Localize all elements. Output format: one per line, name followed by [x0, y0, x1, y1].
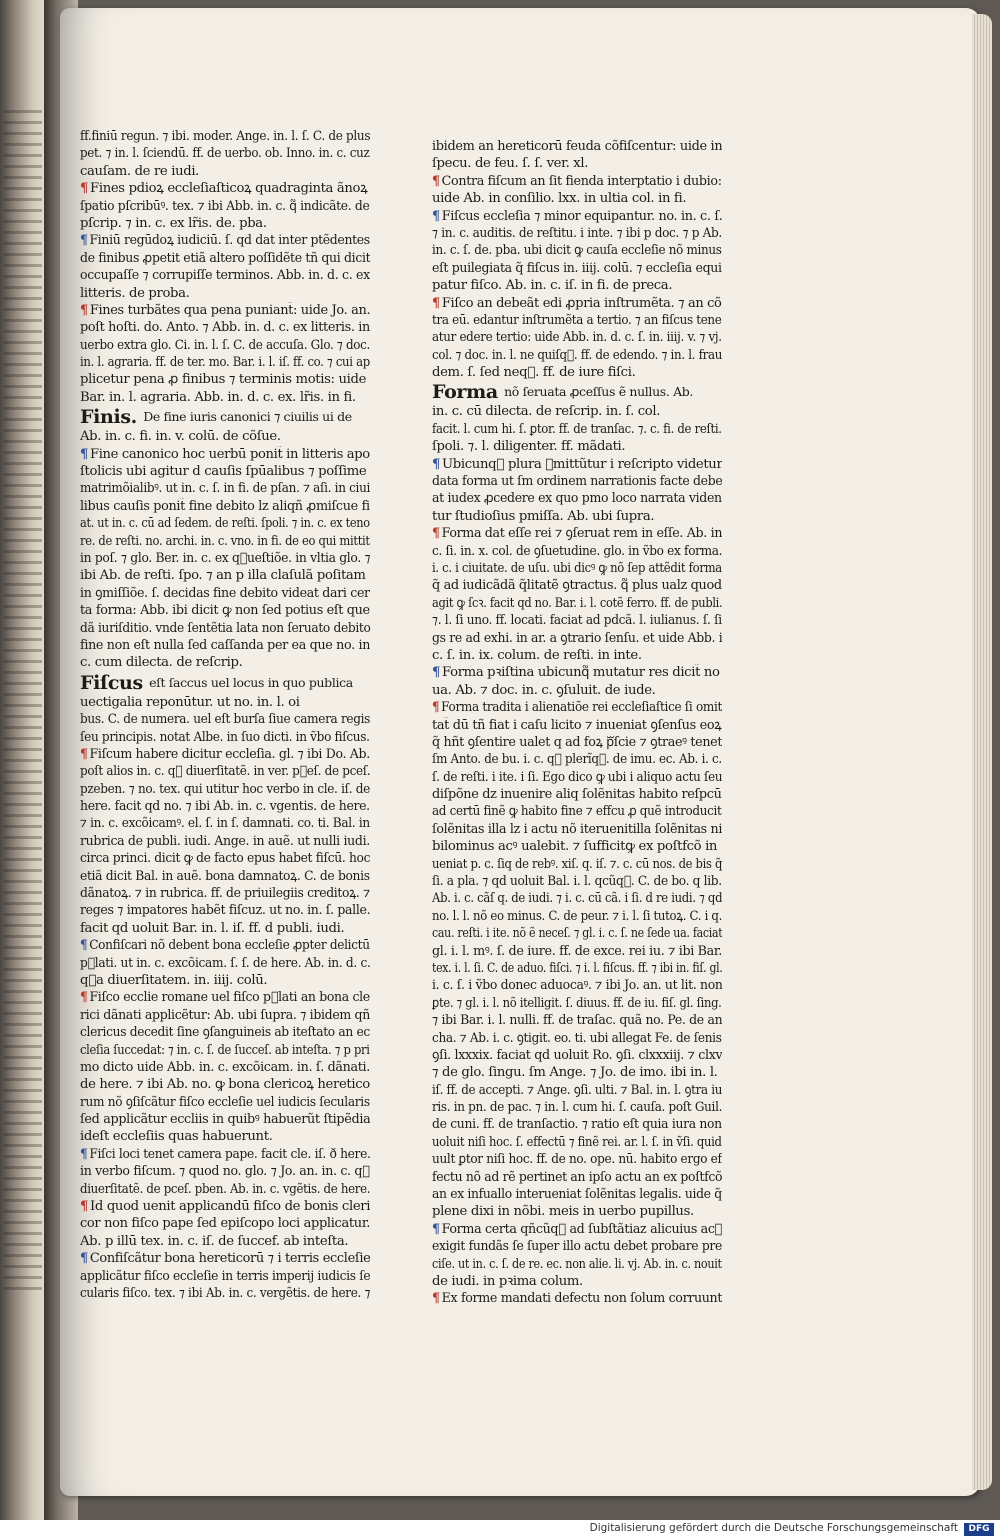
- text-line: [80, 955, 370, 972]
- text-line: [80, 180, 370, 197]
- text-line: [432, 803, 722, 820]
- text-line: [432, 595, 722, 612]
- text-line: [80, 480, 370, 497]
- text-line: [432, 1256, 722, 1273]
- line-text: Bar. in. l. agraria. Abb. in. d. c. ex. lr̃is. in fi.: [80, 389, 356, 405]
- text-line: [432, 295, 722, 312]
- line-text: facit qd uoluit Bar. in. l. iſ. ff. d publi. iudi.: [80, 920, 345, 936]
- text-line: [80, 620, 370, 637]
- text-line: [432, 925, 722, 942]
- line-text: cularis fiſco. tex. ⁊ ibi Ab. in. c. vergẽtis. de here. ⁊: [80, 1286, 370, 1301]
- text-line: [432, 1099, 722, 1116]
- line-text: mo dicto uide Abb. in. c. excõicam. in. ſ. dãnati.: [80, 1059, 370, 1075]
- line-text: Ubicunq᷑ plura ꝯmittũtur i reſcripto videtur: [442, 456, 722, 472]
- paragraph-mark-icon: ¶: [432, 1221, 440, 1237]
- text-line: [80, 446, 370, 463]
- line-text: matrimõialibꝰ. ut in. c. ſ. in fi. de pſan. ⁊ aſi. in ciui: [80, 481, 371, 497]
- text-line: [80, 1007, 370, 1024]
- text-line: [432, 560, 722, 577]
- text-line: [80, 550, 370, 567]
- line-text: ꝑte. ⁊ gl. i. l. nõ itelligit. ſ. diuus. ff. de iu. fiſ. gl. ſing.: [432, 995, 722, 1011]
- line-text: ciſe. ut in. c. ſ. de re. ec. non alie. li. vj. Ab. in. c. nouit: [432, 1256, 722, 1272]
- text-line: [80, 937, 370, 954]
- text-line: [80, 428, 370, 445]
- line-text: ⁊ de glo. ſingu. ſm Ange. ⁊ Jo. de imo. ibi in. l.: [432, 1065, 718, 1081]
- line-text: ſed applicãtur eccliis in quibꝰ habuerũt ſtipẽdia: [80, 1112, 371, 1128]
- line-text: De fine iuris canonici ⁊ ciuilis ui de: [143, 409, 352, 425]
- text-line: [80, 1146, 370, 1163]
- line-text: Fiſcum habere dicitur eccleſia. gl. ⁊ ibi Do. Ab.: [89, 746, 370, 762]
- text-line: [80, 1024, 370, 1041]
- text-line: [80, 1076, 370, 1093]
- line-text: Forma certa qñcũq᷑ ad ſubſtãtiaz alicuius acꝰ: [441, 1221, 722, 1237]
- line-text: c. ſ. in. ix. colum. de reſti. in inte.: [432, 647, 642, 663]
- text-line: [80, 1111, 370, 1128]
- text-line: [432, 1030, 722, 1047]
- text-line: [432, 525, 722, 542]
- line-text: no. l. l. nõ eo minus. C. de peur. ⁊ i. l. ſi tutoꝝ. C. i q.: [432, 908, 723, 924]
- text-line: [80, 354, 370, 371]
- line-text: an ex infuallo interueniat ſolẽnitas legalis. uide q̃: [432, 1187, 722, 1203]
- line-text: poſt alios in. c. q᷑ diuerſitatẽ. in ver. pᷓeſ. de pceſ.: [80, 764, 370, 780]
- text-line: [432, 873, 722, 890]
- line-text: Fiſci loci tenet camera pape. facit cle. iſ. ð here.: [89, 1146, 371, 1162]
- line-text: cauſam. de re iudi.: [80, 163, 200, 179]
- text-line: [432, 1116, 722, 1133]
- text-line: [80, 711, 370, 728]
- line-text: Fiſco an debeãt edi ꝓpria inſtrumẽta. ⁊ an cõ: [441, 295, 722, 311]
- line-text: ſpoli. ⁊. l. diligenter. ff. mãdati.: [432, 439, 626, 455]
- line-text: Fine canonico hoc uerbū ponit̃ in litteris apo: [89, 446, 370, 462]
- text-line: [432, 630, 722, 647]
- text-line: [432, 751, 722, 768]
- line-text: here. facit qd no. ⁊ ibi Ab. in. c. vgentis. de here.: [80, 799, 370, 815]
- line-text: etiã dicit Bal. in auẽ. bona damnatoꝝ. C. de bonis: [80, 868, 370, 884]
- text-line: [80, 833, 370, 850]
- page-stack-edge: [972, 14, 992, 1490]
- text-line: [80, 302, 370, 319]
- line-text: ibi Ab. de reſti. ſpo. ⁊ an p illa claſulã poſitam: [80, 568, 366, 584]
- text-line: [80, 1181, 370, 1198]
- text-line: [80, 798, 370, 815]
- text-line: [432, 260, 722, 277]
- line-text: agit ꝙ ſcꝛ. facit qd no. Bar. i. l. cotẽ ferro. ff. de publi.: [432, 595, 723, 611]
- line-text: litteris. de proba.: [80, 285, 190, 301]
- line-text: eſt puilegiata q̃ fiſcus in. iiij. colū. ⁊ eccleſia equi: [432, 260, 722, 276]
- text-line: [80, 1094, 370, 1111]
- text-line: [432, 1203, 722, 1220]
- line-text: ⁊ in. c. excõicamꝰ. el. ſ. in ſ. damnati. co. ti. Bal. in: [80, 816, 370, 832]
- text-line: [80, 920, 370, 937]
- text-line: [432, 908, 722, 925]
- entry-headword: Fiſcus: [80, 671, 150, 694]
- line-text: data forma ut ſm ordinem narrationis facte debe: [432, 474, 723, 490]
- line-text: ſolẽnitas illa lz i actu nõ iteruenitilla ſolẽnitas ni: [432, 821, 722, 837]
- paragraph-mark-icon: ¶: [432, 665, 441, 681]
- line-text: cleſia ſuccedat: ⁊ in. c. ſ. de ſucceſ. ab inteſta. ⁊ p pri: [80, 1042, 370, 1058]
- text-line: [80, 1233, 370, 1250]
- line-text: diſpõne dz inuenire aliq ſolẽnitas habito reſpcū: [432, 787, 722, 803]
- paragraph-mark-icon: ¶: [80, 1251, 88, 1267]
- line-text: ꝯſi. lxxxix. faciat qd uoluit Ro. ꝯſi. clxxxiij. ⁊ clxv: [432, 1047, 722, 1063]
- text-line: [432, 490, 722, 507]
- text-line: [432, 717, 722, 734]
- line-text: ſeu principis. notat Albe. in ſuo dicti. in ṽbo fiſcus.: [80, 729, 370, 745]
- line-text: Contra fiſcum an ſit fienda interptatio i dubio:: [441, 173, 722, 189]
- text-line: [432, 508, 722, 525]
- line-text: applicãtur fiſco eccleſie in terris imperij iudicis ſe: [80, 1268, 371, 1284]
- text-line: [80, 885, 370, 902]
- text-line: [432, 190, 722, 207]
- paragraph-mark-icon: ¶: [80, 990, 88, 1006]
- line-text: pſcrip. ⁊ in. c. ex lr̃is. de. pba.: [80, 215, 267, 231]
- entry-headword: Finis.: [80, 406, 144, 429]
- line-text: Forma tradita i alienatiõe rei eccleſiaſtice ſi omit: [441, 700, 723, 716]
- text-line: [432, 1064, 722, 1081]
- paragraph-mark-icon: ¶: [80, 181, 89, 197]
- left-text-column: [80, 128, 370, 1302]
- paragraph-mark-icon: ¶: [80, 446, 88, 462]
- entry-heading-line: [80, 672, 370, 694]
- line-text: Ab. i. c. cãſ q. de iudi. ⁊ i. c. cū cã. i ſi. d re iudi. ⁊ qd: [432, 891, 722, 907]
- line-text: Ex forme mandati defectu non ſolum corruunt: [441, 1291, 722, 1307]
- text-line: [432, 329, 722, 346]
- line-text: gl. i. l. mꝰ. ſ. de iure. ff. de exce. rei iu. ⁊ ibi Bar.: [432, 943, 722, 959]
- line-text: rum nõ ꝯſiſcãtur fiſco eccleſie uel iudicis ſecularis: [80, 1094, 370, 1110]
- text-line: [80, 567, 370, 584]
- line-text: de finibus ꝓpetit etiã altero poſſidẽte tñ qui dicit: [80, 250, 371, 266]
- line-text: occupaſſe ⁊ corrupiſſe terminos. Abb. in. d. c. ex: [80, 268, 370, 284]
- paragraph-mark-icon: ¶: [80, 233, 88, 249]
- line-text: tur ſtudioſius pmiſſa. Ab. ubi ſupra.: [432, 508, 655, 524]
- line-text: q̃ ad iudicãdã q̃litatẽ ꝯtractus. q᷑ plus ualz quod: [432, 578, 722, 594]
- text-line: [432, 403, 722, 420]
- text-line: [80, 145, 370, 162]
- text-line: [432, 1082, 722, 1099]
- line-text: reges ⁊ impatores habẽt fiſcuz. ut no. in. ſ. palle.: [80, 903, 371, 919]
- text-line: [432, 473, 722, 490]
- line-text: Ab. in. c. fi. in. v. colū. de cõſue.: [80, 429, 281, 445]
- text-line: [80, 337, 370, 354]
- text-line: [80, 654, 370, 671]
- text-line: [80, 1163, 370, 1180]
- text-line: [432, 1134, 722, 1151]
- line-text: tra eū. edantur inſtrumẽta a tertio. ⁊ an fiſcus tene: [432, 312, 722, 328]
- entry-heading-line: [80, 406, 370, 428]
- line-text: ſm Anto. de bu. i. c. q᷑ plerĩq᷑. de imu. ec. Ab. i. c.: [432, 752, 722, 768]
- text-line: [432, 1290, 722, 1307]
- text-line: [432, 1047, 722, 1064]
- text-line: [80, 498, 370, 515]
- line-text: i. c. ſ. i ṽbo donec aduocaꝰ. ⁊ ibi Jo. an. ut lit. non: [432, 978, 723, 994]
- text-line: [432, 312, 722, 329]
- line-text: Id quod uenit applicandū fiſco de bonis cleri: [90, 1199, 370, 1215]
- text-line: [432, 208, 722, 225]
- text-line: [80, 989, 370, 1006]
- line-text: iſ. ff. de accepti. ⁊ Ange. ꝯſi. ulti. ⁊ Bal. in. l. ꝯtra iu: [432, 1082, 722, 1098]
- text-line: [432, 1273, 722, 1290]
- line-text: Forma pꝛiſtina ubicunq᷑ mutatur res dicit̃ no: [442, 665, 720, 681]
- line-text: in. c. cū dilecta. de reſcrip. in. ſ. col.: [432, 404, 661, 420]
- text-line: [80, 1128, 370, 1145]
- text-line: [80, 746, 370, 763]
- line-text: diuerſitatẽ. de pceſ. pben. Ab. in. c. vgẽtis. de here.: [80, 1181, 370, 1197]
- text-line: [80, 128, 370, 145]
- footer-bar: [0, 1520, 1000, 1539]
- line-text: dem. ſ. ſed neq᷑. ff. de iure fiſci.: [432, 365, 636, 381]
- text-line: [80, 972, 370, 989]
- line-text: cau. reſti. i ite. nõ ẽ neceſ. ⁊ gl. i. c. ſ. ne ſede ua. faciat: [432, 926, 723, 942]
- line-text: exigit fundãs ſe ſuper illo actu debet probare pre: [432, 1239, 722, 1255]
- text-line: [80, 850, 370, 867]
- line-text: qᷓa diuerſitatem. in. iiij. colū.: [80, 972, 268, 988]
- line-text: uoluit niſi hoc. ſ. effectū ⁊ finẽ rei. ar. l. ſ. in ṽſi. quid: [432, 1134, 722, 1150]
- line-text: eſt ſaccus uel locus in quo publica: [149, 674, 353, 690]
- line-text: fectu nõ ad rẽ pertinet an ipſo actu an ex poſtfcõ: [432, 1169, 723, 1185]
- line-text: ff.finiū regun. ⁊ ibi. moder. Ange. in. l. ſ. C. de plus: [80, 129, 371, 144]
- text-line: [432, 960, 722, 977]
- line-text: ſpatio pſcribūꝰ. tex. ⁊ ibi Abb. in. c. q᷑ indicãte. de: [80, 198, 370, 214]
- line-text: ta forma: Abb. ibi dicit ꝙ non ſed potius eſt que: [80, 603, 370, 619]
- dfg-logo: DFG: [964, 1523, 994, 1536]
- text-line: [432, 856, 722, 873]
- line-text: tex. i. l. ſi. C. de aduo. fiſci. ⁊ i. l. fiſcus. ff. ⁊ ibi in. fiſ. gl.: [432, 960, 723, 976]
- line-text: ſi. a pla. ⁊ qd uoluit Bal. i. l. qcũq᷑. C. de bo. q lib.: [432, 874, 722, 890]
- text-line: [80, 902, 370, 919]
- text-line: [432, 242, 722, 259]
- text-line: [80, 533, 370, 550]
- text-line: [80, 694, 370, 711]
- text-line: [432, 347, 722, 364]
- text-line: [80, 267, 370, 284]
- text-line: [432, 1169, 722, 1186]
- text-line: [80, 1215, 370, 1232]
- text-line: [80, 1042, 370, 1059]
- entry-heading-line: [432, 381, 722, 403]
- line-text: poſt hoſti. do. Anto. ⁊ Abb. in. d. c. ex litteris. in: [80, 320, 370, 336]
- funding-credit: Digitalisierung gefördert durch die Deutsche Forschungsgemeinschaft: [589, 1522, 958, 1534]
- line-text: libus cauſis ponit̃ fine debito lz aliqñ ꝓmiſcue fi: [80, 498, 370, 514]
- text-line: [80, 868, 370, 885]
- text-line: [432, 769, 722, 786]
- text-line: [432, 734, 722, 751]
- line-text: Fines pdioꝝ eccleſiaſticoꝝ quadraginta ãnoꝝ: [90, 181, 368, 197]
- line-text: plicetur pena ꝓ finibus ⁊ terminis motis: uide: [80, 372, 367, 388]
- paragraph-mark-icon: ¶: [80, 938, 88, 954]
- line-text: patur fiſco. Ab. in. c. iſ. in fi. de preca.: [432, 278, 673, 294]
- right-text-column: [432, 138, 722, 1308]
- line-text: ⁊ in. c. auditis. de reſtitu. i inte. ⁊ ibi p doc. ⁊ p Ab.: [432, 225, 722, 241]
- text-line: [432, 543, 722, 560]
- text-line: [432, 138, 722, 155]
- line-text: c. ſi. in. x. col. de ꝯſuetudine. glo. in ṽbo ex forma.: [432, 543, 723, 559]
- line-text: dã iuriſditio. vnde ſentẽtia lata non ſeruato debito: [80, 620, 371, 636]
- line-text: rici dãnati applicẽtur: Ab. ubi ſupra. ⁊ ibidem qñ: [80, 1007, 370, 1023]
- line-text: c. cum dilecta. de reſcrip.: [80, 655, 243, 671]
- text-line: [80, 781, 370, 798]
- text-line: [432, 225, 722, 242]
- line-text: Fiſcus eccleſia ⁊ minor equipantur. no. in. c. ſ.: [441, 208, 723, 224]
- line-text: q̃ hñt ꝯſentire ualet q ad foꝝ pᷓſcie ⁊ ꝯtraeꝰ tenet: [432, 734, 722, 750]
- line-text: atur edere tertio: uide Abb. in. d. c. ſ. in. iiij. v. ⁊ vj.: [432, 330, 722, 346]
- line-text: de here. ⁊ ibi Ab. no. ꝙ bona clericoꝝ heretico: [80, 1077, 370, 1093]
- text-line: [80, 602, 370, 619]
- line-text: dãnatoꝝ. ⁊ in rubrica. ff. de priuilegiis creditoꝝ. ⁊: [80, 886, 370, 902]
- line-text: Fiſco ecclie romane uel fiſco pᷓlati an bona cle: [89, 990, 370, 1006]
- text-line: [432, 821, 722, 838]
- line-text: ibidem an hereticorū feuda cõfiſcentur: uide in: [432, 139, 722, 154]
- text-line: [432, 1151, 722, 1168]
- line-text: bilominus acꝰ ualebit. ⁊ ſufficitꝙ ex poſtfcõ in: [432, 839, 718, 855]
- line-text: nõ ſeruata ꝓceſſus ẽ nullus. Ab.: [504, 384, 694, 400]
- line-text: clericus decedit ſine ꝯſanguineis ab iteſtato an ec: [80, 1025, 370, 1041]
- text-line: [432, 943, 722, 960]
- paragraph-mark-icon: ¶: [80, 302, 88, 318]
- line-text: ueniat p. c. ſiq de rebꝰ. xiſ. q. iſ. ⁊. c. cū nos. de bis q̃: [432, 856, 722, 872]
- text-line: [432, 664, 722, 681]
- text-line: [80, 389, 370, 406]
- line-text: plene dixi in nõbi. meis in uerbo pupillus.: [432, 1204, 694, 1220]
- text-line: [80, 463, 370, 480]
- text-line: [432, 1221, 722, 1238]
- text-line: [432, 612, 722, 629]
- paragraph-mark-icon: ¶: [432, 295, 440, 311]
- text-line: [432, 977, 722, 994]
- line-text: in. c. ſ. de. pba. ubi dicit ꝙ cauſa eccleſie nõ minus: [432, 243, 722, 259]
- text-line: [80, 198, 370, 215]
- text-line: [80, 815, 370, 832]
- line-text: ad certū finẽ ꝙ habito fine ⁊ effcu ꝓ quẽ introducit: [432, 804, 722, 820]
- line-text: pᷓlati. ut in. c. excõicam. ſ. ſ. de here. Ab. in. d. c.: [80, 955, 371, 971]
- facing-page-edge: [0, 0, 46, 1539]
- text-line: [432, 173, 722, 190]
- line-text: in ꝯmiſſiõe. ſ. decidas fine debito videat dari cer: [80, 585, 370, 601]
- text-line: [80, 1059, 370, 1076]
- text-line: [80, 319, 370, 336]
- line-text: Confiſcãtur bona hereticorū ⁊ i terris eccleſie: [89, 1251, 371, 1267]
- line-text: bus. C. de numera. uel eſt burſa ſiue camera regis: [80, 712, 371, 728]
- text-line: [432, 155, 722, 172]
- paragraph-mark-icon: ¶: [80, 746, 88, 762]
- text-line: [80, 285, 370, 302]
- paragraph-mark-icon: ¶: [432, 208, 440, 224]
- text-line: [80, 729, 370, 746]
- line-text: in poſ. ⁊ glo. Ber. in. c. ex qᷓueſtiõe. in vltia glo. ⁊: [80, 550, 370, 566]
- text-line: [80, 1198, 370, 1215]
- text-line: [432, 1238, 722, 1255]
- line-text: ſ. de reſti. i ite. i ſi. Ego dico ꝙ ubi i aliquo actu ſeu: [432, 769, 722, 785]
- text-line: [432, 682, 722, 699]
- text-line: [80, 371, 370, 388]
- paragraph-mark-icon: ¶: [432, 1291, 440, 1307]
- line-text: pet. ⁊ in. l. ſciendū. ff. de uerbo. ob. Inno. in. c. cuz: [80, 146, 370, 162]
- text-line: [432, 1186, 722, 1203]
- line-text: uectigalia reponūtur. ut no. in. l. oi: [80, 694, 300, 710]
- line-text: ua. Ab. ⁊ doc. in. c. ꝯſuluit. de iude.: [432, 682, 656, 698]
- text-line: [80, 232, 370, 249]
- line-text: ris. in pn. de pac. ⁊ in. l. cum hi. ſ. cauſa. poſt Guil.: [432, 1100, 722, 1116]
- line-text: re. de reſti. no. archi. in. c. vno. in fi. de eo qui mittit: [80, 533, 370, 549]
- line-text: ſtolicis ubi agitur d cauſis ſpūalibus ⁊ poſſime: [80, 464, 367, 480]
- line-text: facit. l. cum hi. ſ. ꝑtor. ff. de tranſac. ⁊. c. fi. de reſti.: [432, 421, 722, 437]
- facing-page-text: [4, 110, 42, 1290]
- text-line: [80, 1268, 370, 1285]
- line-text: Confiſcari nõ debent bona eccleſie ꝓpter delictū: [89, 938, 370, 954]
- line-text: ſpecu. de feu. ſ. ſ. ver. xl.: [432, 156, 589, 172]
- line-text: gs re ad exhi. in ar. a ꝯtrario ſenſu. et uide Abb. i: [432, 630, 723, 646]
- text-line: [432, 1012, 722, 1029]
- line-text: col. ⁊ doc. in. l. ne quiſq᷑. ff. de edendo. ⁊ in. l. frau: [432, 347, 723, 363]
- line-text: tat̃ dū tñ fiat i caſu licito ⁊ inueniat ꝯſenſus eoꝝ: [432, 717, 722, 733]
- line-text: uult ꝑtor niſi hoc. ff. de no. ope. nū. habito ergo ef: [432, 1152, 722, 1168]
- line-text: pzeben. ⁊ no. tex. qui utitur hoc verbo in cle. iſ. de: [80, 781, 370, 797]
- paragraph-mark-icon: ¶: [432, 173, 440, 189]
- line-text: ideſt eccleſiis quas habuerunt.: [80, 1129, 273, 1145]
- line-text: ⁊ ibi Bar. i. l. nulli. ff. de traſac. quã no. Pe. de an: [432, 1013, 723, 1029]
- text-line: [432, 647, 722, 664]
- line-text: uide Ab. in conſilio. lxx. in ultia col. in fi.: [432, 191, 687, 207]
- text-line: [80, 763, 370, 780]
- text-line: [432, 421, 722, 438]
- text-line: [432, 699, 722, 716]
- paragraph-mark-icon: ¶: [432, 456, 441, 472]
- line-text: Forma dat eſſe rei ⁊ ꝯſeruat rem in eſſe. Ab. in: [441, 526, 722, 542]
- text-line: [432, 277, 722, 294]
- line-text: in. l. agraria. ff. de ter. mo. Bar. i. l. iſ. ff. co. ⁊ cui ap: [80, 355, 370, 371]
- text-line: [80, 163, 370, 180]
- line-text: cor non fiſco pape ſed epiſcopo loci applicatur.: [80, 1216, 370, 1232]
- text-line: [432, 438, 722, 455]
- line-text: uerbo extra glo. Ci. in. l. ſ. C. de accuſa. Glo. ⁊ doc.: [80, 337, 370, 353]
- text-line: [432, 890, 722, 907]
- text-line: [432, 577, 722, 594]
- line-text: Fines turbãtes qua pena puniant̃: uide Jo. an.: [89, 302, 371, 318]
- paragraph-mark-icon: ¶: [80, 1199, 89, 1215]
- text-line: [80, 515, 370, 532]
- paragraph-mark-icon: ¶: [432, 700, 440, 716]
- text-line: [80, 1250, 370, 1267]
- line-text: de iudi. in pꝛima colum.: [432, 1274, 583, 1289]
- text-line: [432, 456, 722, 473]
- text-line: [432, 838, 722, 855]
- text-line: [432, 364, 722, 381]
- line-text: cha. ⁊ Ab. i. c. ꝯtigit. eo. ti. ubi allegat Fe. de ſenis: [432, 1030, 722, 1046]
- line-text: at iudex ꝓcedere ex quo pmo loco narrata viden: [432, 491, 722, 507]
- line-text: fine non eſt nulla ſed caſſanda per ea que no. in: [80, 637, 370, 653]
- text-line: [80, 215, 370, 232]
- text-line: [80, 1285, 370, 1302]
- paragraph-mark-icon: ¶: [432, 526, 440, 542]
- line-text: in verbo fiſcum. ⁊ quod no. glo. ⁊ Jo. an. in. c. q᷑: [80, 1164, 370, 1180]
- text-line: [80, 250, 370, 267]
- paragraph-mark-icon: ¶: [80, 1146, 88, 1162]
- line-text: Finiū regūdoꝝ iudiciū. ſ. qd dat inter ptẽdentes: [89, 233, 370, 249]
- line-text: ⁊. l. ſi uno. ff. locati. faciat ad pdcã. l. iulianus. ſ. ſi: [432, 613, 722, 629]
- line-text: rubrica de publi. iudi. Ange. in auẽ. ut nulli iudi.: [80, 833, 370, 849]
- line-text: de cuni. ff. de tranſactio. ⁊ ratio eſt quia iura non: [432, 1117, 722, 1133]
- text-line: [80, 585, 370, 602]
- text-line: [80, 637, 370, 654]
- entry-headword: Forma: [432, 381, 505, 404]
- line-text: Ab. p illū tex. in. c. iſ. de ſuccef. ab inteſta.: [80, 1233, 349, 1249]
- text-line: [432, 786, 722, 803]
- line-text: i. c. i ciuitate. de uſu. ubi dicꝰ ꝙ nõ ſep attẽdit forma: [432, 560, 722, 576]
- line-text: circa princi. dicit ꝙ de facto epus habet fiſcū. hoc: [80, 851, 370, 867]
- line-text: at. ut in. c. cū ad ſedem. de reſti. ſpoli. ⁊ in. c. ex teno: [80, 516, 370, 532]
- text-line: [432, 995, 722, 1012]
